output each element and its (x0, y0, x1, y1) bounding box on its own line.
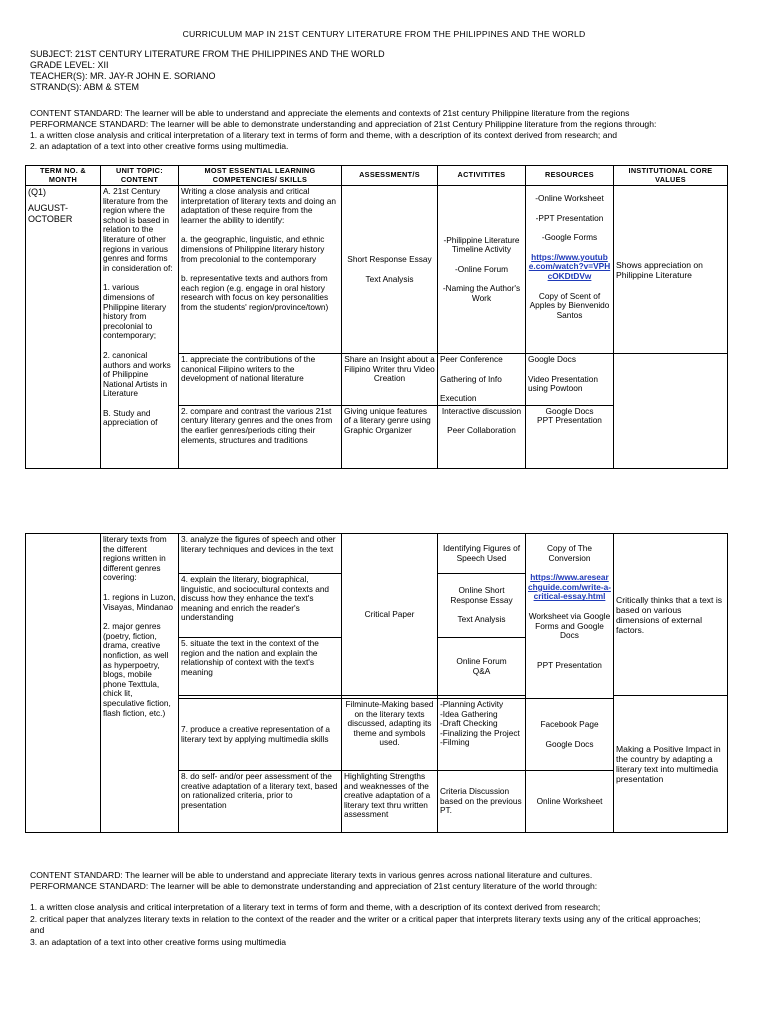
competency-item: 7. produce a creative representation of a literary text by applying multimedia skills (181, 723, 330, 744)
teacher-line: TEACHER(S): MR. JAY-R JOHN E. SORIANO (30, 71, 216, 81)
curriculum-table-continued (25, 533, 728, 833)
resource-item: Worksheet via Google Forms and Google Docs (528, 610, 611, 641)
col-header-assessment: ASSESSMENT/S (342, 166, 438, 186)
resource-item: Copy of Scent of Apples by Bienvenido Santos (529, 290, 610, 320)
activity-cell (438, 186, 526, 354)
competency-cell (179, 534, 342, 574)
activity-item: Identifying Figures of Speech Used (442, 542, 521, 563)
resources-cell (526, 405, 614, 468)
core-values-cell (614, 534, 728, 696)
term-cell (26, 186, 101, 469)
col-header-activities: ACTIVITITES (438, 166, 526, 186)
competency-cell (179, 574, 342, 638)
activity-cell (438, 534, 526, 574)
performance-item-2-and: and (30, 925, 45, 935)
assessment-cell (342, 534, 438, 696)
assessment-cell (342, 186, 438, 354)
activity-cell (438, 638, 526, 696)
activity-item: -Naming the Author's Work (442, 283, 521, 303)
curriculum-table-q1 (25, 165, 728, 469)
unit-topic-a: A. 21st Century literature from the region where the school is based in relation to the literature of other regions in various genres and forms in consideration of: (103, 186, 173, 273)
term-cell (26, 534, 101, 833)
core-value-text: Shows appreciation on Philippine Literature (616, 259, 703, 280)
competency-cell (179, 638, 342, 696)
performance-item-3: 3. an adaptation of a text into other creative forms using multimedia (30, 937, 287, 947)
resources-cell (526, 699, 614, 771)
competency-intro: Writing a close analysis and critical interpretation of literary texts and doing an adaptation of these require from the learner the ability to identify: (181, 186, 336, 225)
unit-topic-item-2: 2. canonical authors and works of Philippine National Artists in Literature (103, 349, 171, 399)
competency-item: 8. do self- and/or peer assessment of the creative adaptation of a literary text, based on rationalized criteria, prior to presentation (181, 771, 338, 810)
activity-item: Online Forum (456, 655, 507, 666)
resource-item: -Online Worksheet (535, 193, 604, 203)
competency-cell (179, 699, 342, 771)
content-standard-q2: CONTENT STANDARD: The learner will be able to understand and appreciate literary texts in various genres across national literature and cultures. (30, 870, 593, 880)
performance-standard-q2: PERFORMANCE STANDARD: The learner will be able to demonstrate understanding and appreciation of 21st century literature of the world through: (30, 881, 598, 891)
activity-item: Execution (440, 393, 477, 404)
resources-cell (526, 534, 614, 699)
activity-item: -Filming (440, 737, 470, 748)
resources-cell (526, 186, 614, 354)
assessment-cell (342, 405, 438, 468)
subject-line: SUBJECT: 21ST CENTURY LITERATURE FROM THE PHILIPPINES AND THE WORLD (30, 49, 385, 59)
assessment-item: Highlighting Strengths and weaknesses of the creative adaptation of a literary text thru written assessment (344, 771, 431, 820)
assessment-cell (342, 771, 438, 833)
assessment-item: Text Analysis (365, 273, 414, 284)
unit-topic-cell (101, 534, 179, 833)
competency-item: 4. explain the literary, biographical, linguistic, and sociocultural contexts and discuss how they enhance the text's meaning and enrich the reader's understanding (181, 574, 330, 623)
activity-item: Gathering of Info (440, 373, 502, 384)
unit-topic-item-1: 1. various dimensions of Philippine literary history from precolonial to contemporary; (103, 282, 167, 341)
activity-item: -Draft Checking (440, 718, 498, 729)
activity-item: Peer Conference (440, 354, 503, 364)
competency-item: 2. compare and contrast the various 21st century literary genres and the ones from the earlier genres/periods citing their elements, structures and traditions (181, 405, 333, 445)
col-header-resources: RESOURCES (526, 166, 614, 186)
table-row (26, 534, 728, 574)
resources-cell (526, 354, 614, 406)
activity-cell (438, 771, 526, 833)
resource-item: Video Presentation using Powtoon (528, 373, 598, 394)
document-title: CURRICULUM MAP IN 21ST CENTURY LITERATURE FROM THE PHILIPPINES AND THE WORLD (182, 29, 586, 39)
core-values-cell (614, 696, 728, 833)
resource-item: PPT Presentation (537, 415, 602, 426)
assessment-item: Critical Paper (364, 608, 415, 619)
unit-topic-b: B. Study and appreciation of (103, 407, 158, 428)
activity-cell (438, 699, 526, 771)
content-standard-q1: CONTENT STANDARD: The learner will be able to understand and appreciate the elements and contexts of 21st century Philippine literature from the regions (30, 108, 630, 118)
resource-item: -Google Forms (541, 232, 598, 243)
unit-topic-continued: literary texts from the different regions written in different genres covering: (103, 534, 167, 583)
activity-cell (438, 405, 526, 468)
competency-item: 5. situate the text in the context of the region and the nation and explain the relationship of context with the text's meaning (181, 638, 319, 677)
grade-level-line: GRADE LEVEL: XII (30, 60, 109, 70)
activity-item: Criteria Discussion based on the previous PT. (440, 786, 522, 816)
activity-item: -Planning Activity (440, 699, 504, 709)
table-row (26, 186, 728, 354)
core-values-cell (614, 186, 728, 354)
resource-item: Facebook Page (540, 718, 599, 729)
performance-item-1: 1. a written close analysis and critical interpretation of a literary text in terms of form and theme, with a description of its context derived from research; and (30, 130, 618, 140)
competency-cell (179, 354, 342, 406)
activity-item: Q&A (472, 665, 491, 676)
competency-item: 1. appreciate the contributions of the canonical Filipino writers to the development of national literature (181, 354, 316, 384)
activity-item: Peer Collaboration (447, 425, 516, 436)
unit-topic-cell (101, 186, 179, 469)
activity-item: -Online Forum (454, 263, 509, 274)
col-header-term: TERM NO. & MONTH (26, 166, 101, 186)
resource-item: Copy of The Conversion (546, 543, 593, 563)
activity-item: -Finalizing the Project (440, 727, 520, 738)
resource-item: Online Worksheet (536, 795, 603, 806)
resources-cell (526, 771, 614, 833)
table-header-row (26, 166, 728, 186)
youtube-link[interactable]: https://www.youtube.com/watch?v=VPHcOKDtDVw (528, 251, 611, 281)
term-quarter: (Q1) (28, 187, 46, 197)
performance-item-2: 2. critical paper that analyzes literary texts in relation to the context of the reader and the writer or a critical paper that interprets literary texts using any of the critical approaches; (30, 914, 701, 924)
activity-cell (438, 574, 526, 638)
resource-item: -PPT Presentation (535, 212, 604, 223)
col-header-core-values: INSTITUTIONAL CORE VALUES (614, 166, 728, 186)
performance-item-1: 1. a written close analysis and critical interpretation of a literary text in terms of form and theme, with a description of its context derived from research; (30, 902, 601, 912)
activity-item: Text Analysis (457, 614, 506, 625)
assessment-cell (342, 354, 438, 406)
competency-cell (179, 405, 342, 468)
resource-item: Google Docs (545, 738, 594, 749)
activity-item: Interactive discussion (441, 405, 522, 416)
unit-topic-item-1: 1. regions in Luzon, Visayas, Mindanao (103, 591, 176, 612)
assessment-cell (342, 699, 438, 771)
assessment-item: Short Response Essay (347, 253, 432, 264)
activity-item: -Idea Gathering (440, 708, 498, 719)
core-value-text: Making a Positive Impact in the country by adapting a literary text into multimedia presentation (616, 744, 721, 784)
term-month: AUGUST-OCTOBER (28, 203, 73, 224)
competency-b: b. representative texts and authors from each region (e.g. engage in oral history research with focus on key personalities from the students' region/province/town) (181, 273, 329, 312)
activity-item: -Philippine Literature Timeline Activity (443, 234, 520, 255)
activity-cell (438, 354, 526, 406)
assessment-item: Giving unique features of a literary genre using Graphic Organizer (344, 405, 431, 435)
competency-cell (179, 186, 342, 354)
performance-standard-q1: PERFORMANCE STANDARD: The learner will be able to demonstrate understanding and appreciation of 21st Century Philippine literature from the regions through: (30, 119, 657, 129)
activity-item: Online Short Response Essay (450, 585, 513, 605)
performance-item-2: 2. an adaptation of a text into other creative forms using multimedia. (30, 141, 289, 151)
core-values-cell (614, 354, 728, 469)
core-value-text: Critically thinks that a text is based on various dimensions of external factors. (616, 594, 723, 635)
resource-item: PPT Presentation (537, 659, 602, 670)
col-header-competencies: MOST ESSENTIAL LEARNING COMPETENCIES/ SKILLS (179, 166, 342, 186)
assessment-item: Share an Insight about a Filipino Writer thru Video Creation (344, 354, 435, 384)
competency-cell (179, 771, 342, 833)
assessment-item: Filminute-Making based on the literary texts discussed, adapting its theme and symbols used. (345, 699, 434, 748)
col-header-unit: UNIT TOPIC: CONTENT (101, 166, 179, 186)
competency-a: a. the geographic, linguistic, and ethnic dimensions of Philippine literary history from precolonial to the contemporary (181, 234, 325, 264)
unit-topic-item-2: 2. major genres (poetry, fiction, drama, creative nonfiction, as well as hyperpoetry, blogs, mobile phone Texttula, chick lit, speculative fiction, flash fiction, etc.) (103, 621, 171, 718)
strand-line: STRAND(S): ABM & STEM (30, 82, 140, 92)
resource-item: Google Docs (545, 405, 594, 416)
research-guide-link[interactable]: https://www.aresearchguide.com/write-a-critical-essay.html (528, 572, 611, 602)
competency-item: 3. analyze the figures of speech and other literary techniques and devices in the text (181, 534, 336, 554)
resource-item: Google Docs (528, 354, 576, 364)
